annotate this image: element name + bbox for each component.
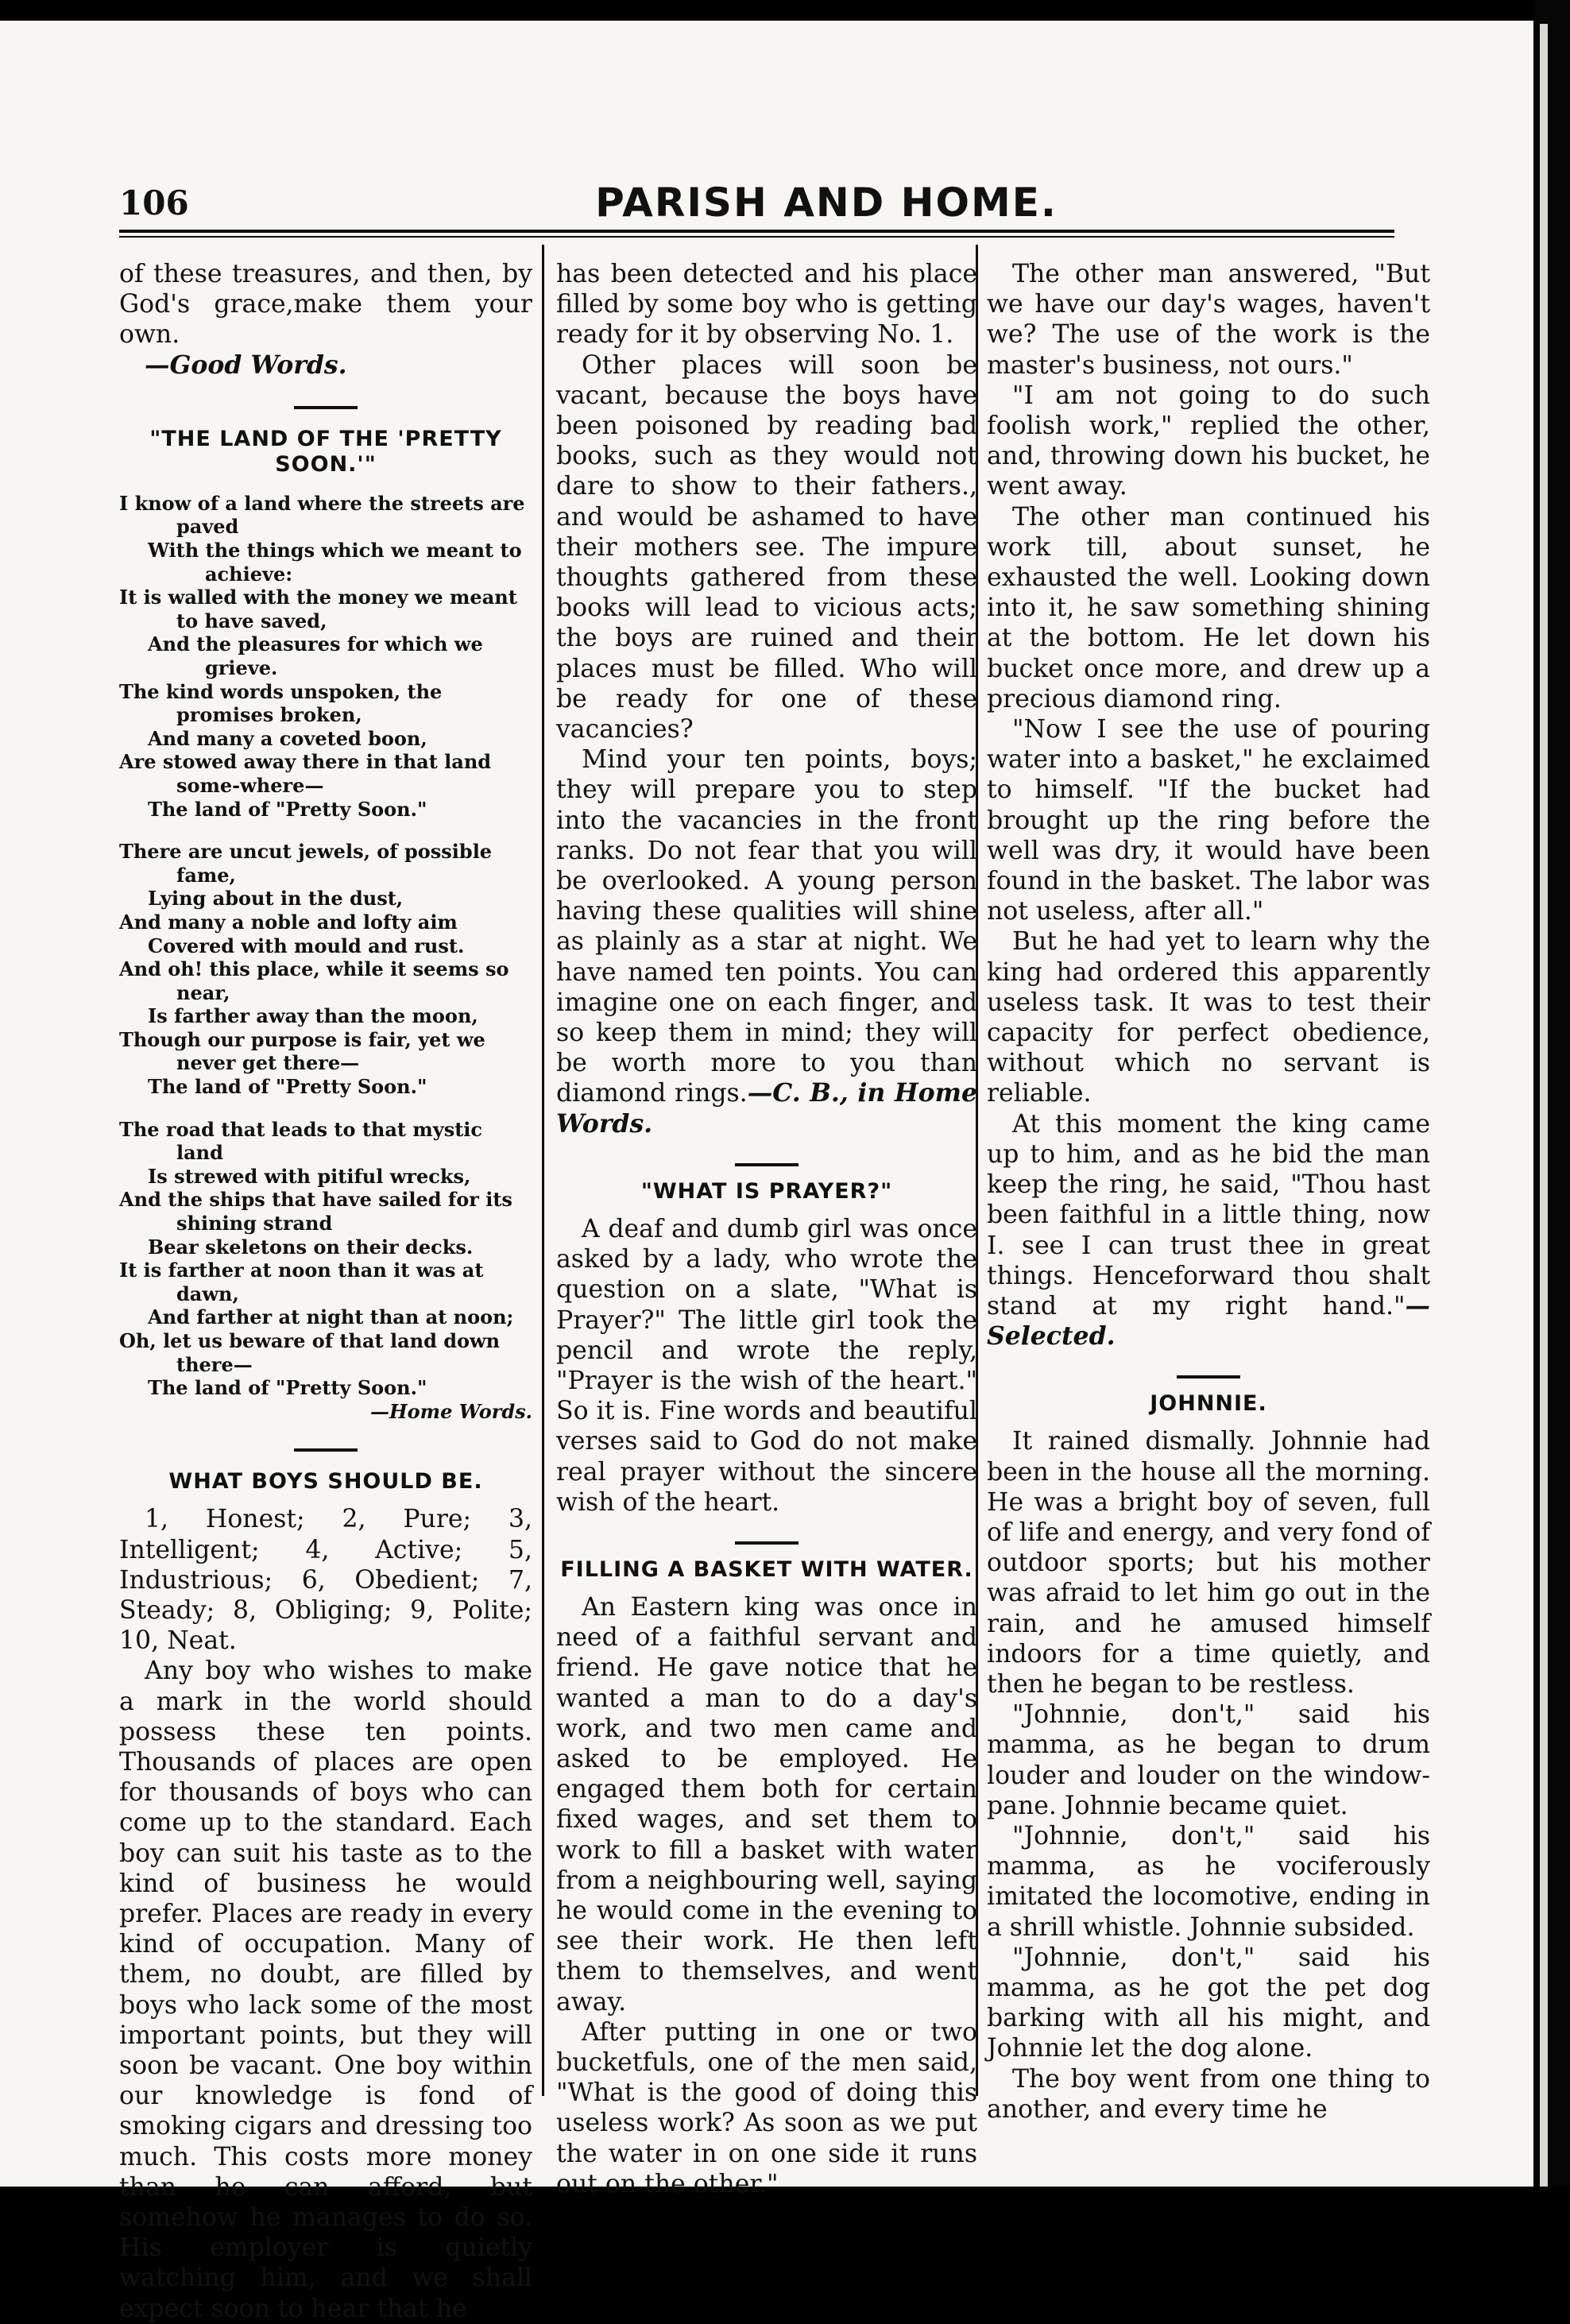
paragraph: "Johnnie, don't," said his mamma, as he got the pet dog barking with all his might, and Johnnie let the dog alone. [987,1943,1430,2063]
poem-line: The kind words unspoken, the promises broken, [119,679,443,727]
paragraph: It rained dismally. Johnnie had been in the house all the morning. He was a bright boy of seven, full of life and energy, and very fond of outdoor sports; but his mother was afraid to let him go out in the rain, and he amused himself indoors for a time quietly, and then he began to be restless. [987,1427,1430,1699]
source-credit: —Home Words. [370,1399,532,1423]
header-rule-bottom [119,236,1394,238]
poem-line: Bear skeletons on their decks. [148,1235,474,1259]
poem-line: The road that leads to that mystic land [119,1117,483,1165]
paragraph [987,1109,1430,1352]
poem-line: It is farther at noon than it was at dawn, [119,1259,484,1305]
poem-line: Covered with mould and rust. [148,934,465,957]
section-divider [735,1163,799,1166]
section-divider [294,406,358,409]
poem-line: Oh, let us beware of that land down there— [119,1329,501,1376]
paragraph: "Now I see the use of pouring water into a basket," he exclaimed to himself. "If the bucket had brought up the ring before the well was dry, it would have been found in the basket. The labor was not useless, after all." [987,715,1430,926]
paragraph [556,744,977,1139]
paragraph: The other man answered, "But we have our day's wages, haven't we? The use of the work is the master's business, not ours." [987,260,1430,380]
paragraph: "I am not going to do such foolish work," replied the other, and, throwing down his bucket, he went away. [987,381,1430,501]
poem-line: Are stowed away there in that land some-where— [119,750,492,797]
source-credit: —Selected. [987,1290,1430,1351]
paragraph: Other places will soon be vacant, because the boys have been poisoned by reading bad books, such as they would not dare to show to their fathers., and would be ashamed to have their mothers see. The impure thoughts gathered from these books will lead to vicious acts; the boys are ruined and their places must be filled. Who will be ready for one of these vacancies? [556,350,977,744]
paragraph-text: At this moment the king came up to him, and as he bid the man keep the ring, he said, "Thou hast been faithful in a little thing, now I. see I can trust thee in great things. Henceforward thou shalt stand at my right hand." [987,1109,1430,1321]
poem-line: And many a noble and lofty aim [119,910,458,934]
paragraph-text: Mind your ten points, boys; they will prepare you to step into the vacancies in the front ranks. Do not fear that you will be overlooked. A young person having these qualities will shine as plainly as a star at night. We have named ten points. You can imagine one on each finger, and so keep them in mind; they will be worth more to you than diamond rings. [556,745,977,1108]
poem [119,492,532,1424]
header-rule-top [119,230,1394,233]
page [0,21,1533,2323]
column-rule-1 [542,245,544,2096]
section-heading: FILLING A BASKET WITH WATER. [560,1556,973,1582]
page-edge-strip [1540,24,1548,2187]
source-credit: —C. B., in Home Words. [556,1078,977,1139]
section-heading: WHAT BOYS SHOULD BE. [168,1469,483,1495]
page-edge-shadow [1533,0,1570,2187]
paragraph: A deaf and dumb girl was once asked by a lady, who wrote the question on a slate, "What is Prayer?" The little girl took the pencil and wrote the reply, "Prayer is the wish of the heart." So it is. Fine words and beautiful verses said to God do not make real prayer without the sincere wish of the heart. [556,1214,977,1517]
stanza-gap [119,821,532,840]
poem-line: And many a coveted boon, [148,726,427,750]
poem-line: With the things which we meant to achieve: [148,539,522,586]
paragraph: has been detected and his place filled by some boy who is getting ready for it by observing No. 1. [556,260,977,350]
poem-line: Lying about in the dust, [148,887,404,911]
column-3 [987,259,1430,2125]
section-heading: "WHAT IS PRAYER?" [640,1178,893,1204]
paragraph: An Eastern king was once in need of a faithful servant and friend. He gave notice that he wanted a man to do a day's work, and two men came and asked to be employed. He engaged them both for certain fixed wages, and set them to work to fill a basket with water from a neighbouring well, saying he would come in the evening to see their work. He then left them to themselves, and went away. [556,1592,977,2017]
poem-line: And the pleasures for which we grieve. [148,632,483,679]
section-heading: JOHNNIE. [1150,1391,1267,1417]
paragraph: 1, Honest; 2, Pure; 3, Intelligent; 4, Active; 5, Industrious; 6, Obedient; 7, Steady; 8, Obliging; 9, Polite; 10, Neat. [119,1505,532,1656]
top-border [0,0,1570,21]
column-1 [119,259,532,2324]
poem-title: "THE LAND OF THE 'PRETTY SOON.'" [149,426,502,477]
poem-line: The land of "Pretty Soon." [148,1376,427,1400]
poem-line: There are uncut jewels, of possible fame, [119,840,493,887]
poem-line: Is strewed with pitiful wrecks, [148,1164,471,1188]
paragraph: of these treasures, and then, by God's grace,make them your own. [119,260,532,350]
section-divider [735,1541,799,1545]
paragraph: "Johnnie, don't," said his mamma, as he began to drum louder and louder on the window-pane. Johnnie became quiet. [987,1700,1430,1820]
section-divider [1177,1375,1240,1379]
paragraph: Any boy who wishes to make a mark in the world should possess these ten points. Thousands of places are open for thousands of boys who can come up to the standard. Each boy can suit his taste as to the kind of business he would prefer. Places are ready in every kind of occupation. Many of them, no doubt, are filled by boys who lack some of the most important points, but they will soon be vacant. One boy within our knowledge is fond of smoking cigars and dressing too much. This costs more money than he can afford, but somehow he manages to do so. His employer is quietly watching him, and we shall expect soon to hear that he [119,1657,532,2323]
poem-line: And the ships that have sailed for its shining strand [119,1188,512,1235]
poem-line: I know of a land where the streets are paved [119,491,525,539]
poem-line: The land of "Pretty Soon." [148,797,427,821]
poem-line: And farther at night than at noon; [148,1305,514,1329]
stanza-gap [119,1099,532,1118]
paragraph: But he had yet to learn why the king had ordered this apparently useless task. It was to test their capacity for perfect obedience, without which no servant is reliable. [987,927,1430,1108]
paragraph: "Johnnie, don't," said his mamma, as he vociferously imitated the locomotive, ending in a shrill whistle. Johnnie subsided. [987,1821,1430,1942]
paragraph: The other man continued his work till, about sunset, he exhausted the well. Looking down into it, he saw something shining at the bottom. He let down his bucket once more, and drew up a precious diamond ring. [987,502,1430,713]
poem-line: The land of "Pretty Soon." [148,1075,427,1099]
running-head: PARISH AND HOME. [595,180,1058,226]
poem-line: And oh! this place, while it seems so near, [119,957,509,1004]
paragraph: After putting in one or two bucketfuls, one of the men said, "What is the good of doing this useless work? As soon as we put the water in on one side it runs out on the other." [556,2017,977,2198]
section-divider [294,1448,358,1452]
poem-line: Though our purpose is fair, yet we never get there— [119,1027,485,1075]
source-credit: —Good Words. [145,350,347,380]
column-2 [556,259,977,2199]
page-number: 106 [119,184,189,222]
poem-line: Is farther away than the moon, [148,1004,478,1028]
poem-line: It is walled with the money we meant to have saved, [119,586,517,632]
paragraph: The boy went from one thing to another, and every time he [987,2064,1430,2124]
